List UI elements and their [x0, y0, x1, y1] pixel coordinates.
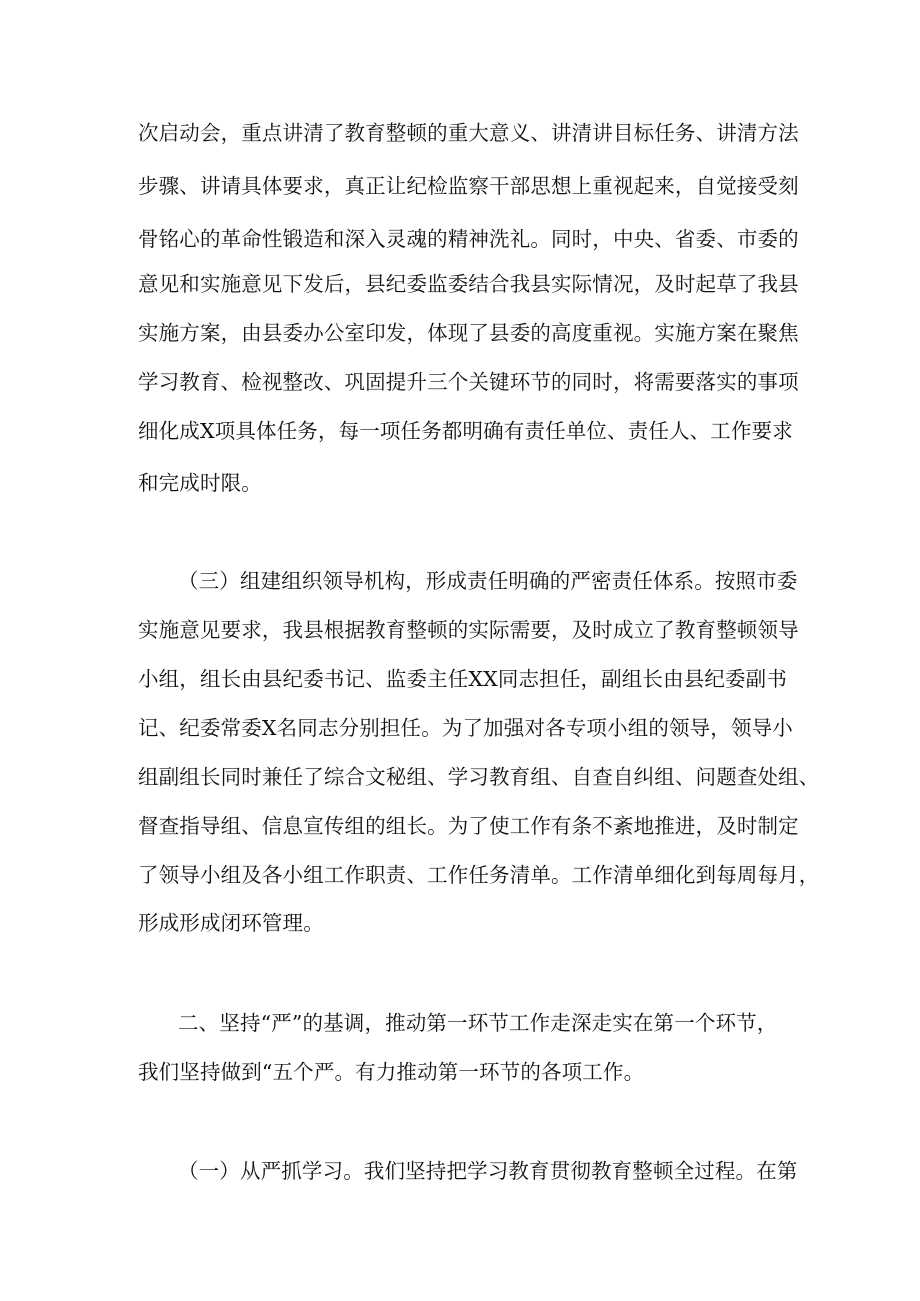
section-heading-1: （一）从严抓学习。我们坚持把学习教育贯彻教育整顿全过程。在第 [178, 1159, 798, 1183]
paragraph-line: 次启动会，重点讲清了教育整顿的重大意义、讲清讲目标任务、讲清方法 [138, 121, 799, 145]
paragraph-line: 细化成X项具体任务，每一项任务都明确有责任单位、责任人、工作要求 [138, 419, 793, 443]
paragraph-line: 形成形成闭环管理。 [138, 911, 324, 935]
section-heading-3: （三）组建组织领导机构，形成责任明确的严密责任体系。按照市委 [178, 569, 798, 593]
paragraph-line: 实施方案，由县委办公室印发，体现了县委的高度重视。实施方案在聚焦 [138, 321, 799, 345]
paragraph-line: 意见和实施意见下发后，县纪委监委结合我县实际情况，及时起草了我县 [138, 272, 799, 296]
paragraph-line: 和完成时限。 [138, 471, 262, 495]
paragraph-line: 督查指导组、信息宣传组的组长。为了使工作有条不紊地推进，及时制定 [138, 814, 799, 838]
paragraph-line: 步骤、讲请具体要求，真正让纪检监察干部思想上重视起来，自觉接受刻 [138, 174, 799, 198]
paragraph-line: 我们坚持做到“五个严。有力推动第一环节的各项工作。 [138, 1060, 645, 1084]
paragraph-line: 骨铭心的革命性锻造和深入灵魂的精神洗礼。同时，中央、省委、市委的 [138, 227, 799, 251]
section-heading-2: 二、坚持“严”的基调，推动第一环节工作走深走实在第一个环节， [178, 1011, 778, 1035]
paragraph-line: 学习教育、检视整改、巩固提升三个关键环节的同时，将需要落实的事项 [138, 370, 799, 394]
paragraph-line: 实施意见要求，我县根据教育整顿的实际需要，及时成立了教育整顿领导 [138, 618, 799, 642]
paragraph-line: 了领导小组及各小组工作职责、工作任务清单。工作清单细化到每周每月， [138, 863, 820, 887]
paragraph-line: 记、纪委常委X名同志分别担任。为了加强对各专项小组的领导，领导小 [138, 716, 793, 740]
paragraph-line: 组副组长同时兼任了综合文秘组、学习教育组、自查自纠组、问题查处组、 [138, 765, 820, 789]
paragraph-line: 小组，组长由县纪委书记、监委主任XX同志担任，副组长由县纪委副书 [138, 667, 787, 691]
